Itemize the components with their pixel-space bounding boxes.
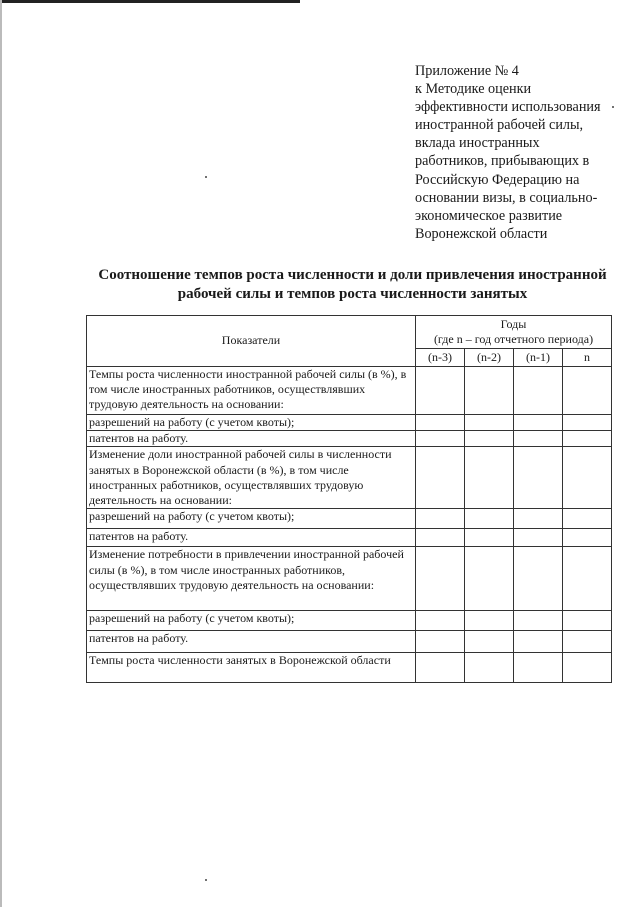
table-row xyxy=(87,509,612,529)
table-row xyxy=(87,415,612,431)
value-cell xyxy=(514,415,563,431)
value-cell xyxy=(514,529,563,547)
value-cell xyxy=(465,631,514,653)
indicator-cell: Изменение потребности в привлечении иностранной рабочей силы (в %), в том числе иностранных работников, осуществлявших трудовую деятельность на основании: xyxy=(87,547,416,611)
appendix-line: иностранной рабочей силы, xyxy=(415,117,584,134)
indicator-cell: разрешений на работу (с учетом квоты); xyxy=(87,509,416,529)
indicator-cell: разрешений на работу (с учетом квоты); xyxy=(87,415,416,431)
year-column-header: n xyxy=(563,349,612,367)
value-cell xyxy=(416,431,465,447)
value-cell xyxy=(465,415,514,431)
value-cell xyxy=(416,529,465,547)
value-cell xyxy=(563,367,612,415)
table-row xyxy=(87,631,612,653)
value-cell xyxy=(416,509,465,529)
appendix-line: основании визы, в социально- xyxy=(415,189,598,206)
scan-speck xyxy=(205,879,207,881)
value-cell xyxy=(514,447,563,509)
value-cell xyxy=(563,529,612,547)
value-cell xyxy=(514,611,563,631)
table-row xyxy=(87,653,612,683)
appendix-line: экономическое развитие xyxy=(415,207,563,224)
value-cell xyxy=(465,611,514,631)
value-cell xyxy=(465,529,514,547)
value-cell xyxy=(416,653,465,683)
scan-left-edge xyxy=(0,0,2,907)
value-cell xyxy=(563,509,612,529)
indicator-cell: патентов на работу. xyxy=(87,529,416,547)
value-cell xyxy=(465,367,514,415)
document-title xyxy=(80,266,625,304)
appendix-line: Воронежской области xyxy=(415,225,548,242)
indicator-cell: патентов на работу. xyxy=(87,631,416,653)
table-row xyxy=(87,447,612,509)
indicators-header: Показатели xyxy=(87,316,416,367)
value-cell xyxy=(514,367,563,415)
value-cell xyxy=(563,447,612,509)
years-header-title: Годы xyxy=(500,316,527,331)
year-column-header: (n-2) xyxy=(465,349,514,367)
years-header xyxy=(416,316,612,349)
appendix-line: работников, прибывающих в xyxy=(415,153,590,170)
years-header-note: (где n – год отчетного периода) xyxy=(433,332,594,346)
year-column-header: (n-1) xyxy=(514,349,563,367)
title-line: рабочей силы и темпов роста численности занятых xyxy=(177,286,528,302)
value-cell xyxy=(465,431,514,447)
value-cell xyxy=(563,431,612,447)
appendix-line: Российскую Федерацию на xyxy=(415,171,580,188)
scan-top-edge xyxy=(0,0,300,3)
value-cell xyxy=(416,611,465,631)
indicator-cell: Темпы роста численности иностранной рабочей силы (в %), в том числе иностранных работников, осуществлявших трудовую деятельность на основании: xyxy=(87,367,416,415)
value-cell xyxy=(563,611,612,631)
value-cell xyxy=(563,631,612,653)
value-cell xyxy=(416,367,465,415)
year-column-header: (n-3) xyxy=(416,349,465,367)
value-cell xyxy=(514,547,563,611)
value-cell xyxy=(563,653,612,683)
indicator-cell: разрешений на работу (с учетом квоты); xyxy=(87,611,416,631)
value-cell xyxy=(465,447,514,509)
table-row xyxy=(87,529,612,547)
table-row xyxy=(87,367,612,415)
table-header-row xyxy=(87,316,612,349)
value-cell xyxy=(416,447,465,509)
table-row xyxy=(87,611,612,631)
value-cell xyxy=(465,547,514,611)
appendix-line: к Методике оценки xyxy=(415,81,532,98)
title-line: Соотношение темпов роста численности и доли привлечения иностранной xyxy=(98,267,607,283)
appendix-line: вклада иностранных xyxy=(415,135,540,152)
value-cell xyxy=(563,415,612,431)
table-row xyxy=(87,547,612,611)
value-cell xyxy=(563,547,612,611)
indicator-cell: Изменение доли иностранной рабочей силы в численности занятых в Воронежской области (в %), в том числе иностранных работников, осуществлявших трудовую деятельность на основании: xyxy=(87,447,416,509)
appendix-note xyxy=(415,62,630,243)
value-cell xyxy=(416,547,465,611)
value-cell xyxy=(514,653,563,683)
indicator-cell: патентов на работу. xyxy=(87,431,416,447)
value-cell xyxy=(465,653,514,683)
appendix-line: эффективности использования xyxy=(415,99,601,116)
table-row xyxy=(87,431,612,447)
value-cell xyxy=(465,509,514,529)
appendix-line: Приложение № 4 xyxy=(415,63,519,79)
indicator-cell: Темпы роста численности занятых в Воронежской области xyxy=(87,653,416,683)
value-cell xyxy=(514,509,563,529)
scan-speck xyxy=(205,176,207,178)
value-cell xyxy=(514,631,563,653)
value-cell xyxy=(416,631,465,653)
value-cell xyxy=(416,415,465,431)
indicators-table xyxy=(86,315,612,683)
value-cell xyxy=(514,431,563,447)
